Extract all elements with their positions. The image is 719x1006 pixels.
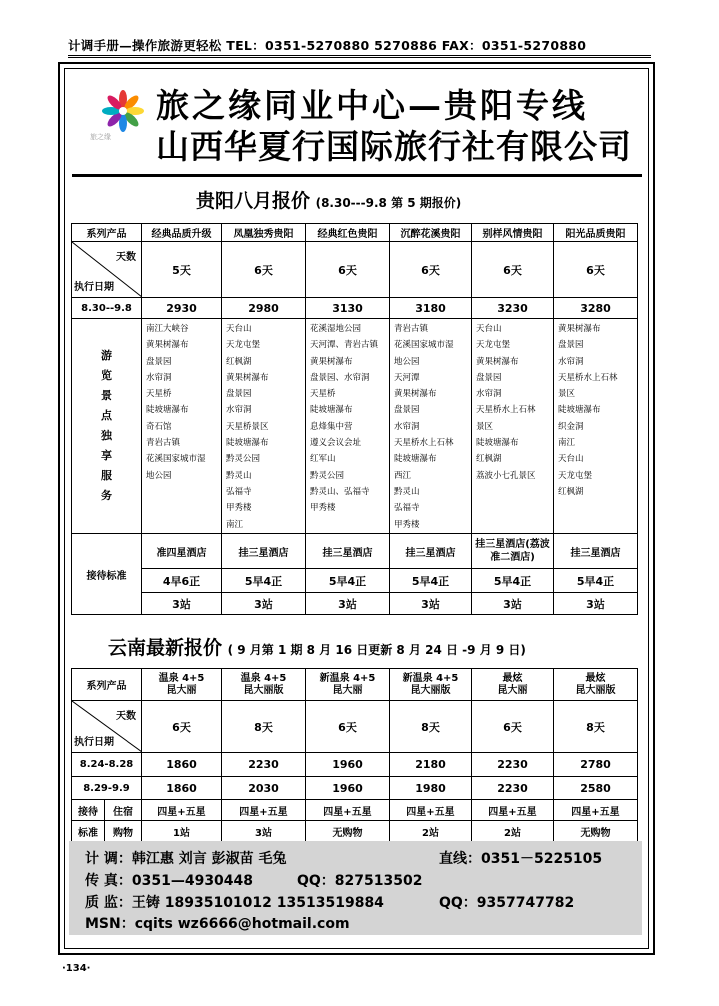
guiyang-subtitle: (8.30---9.8 第 5 期报价) [315,196,462,210]
gy-shops: 3站 [306,593,390,615]
yn-name-line1: 新温泉 4+5 [402,672,459,684]
gy-spot-item: 陡坡塘瀑布 [310,405,353,416]
gy-spot-item: 天星桥水上石林 [558,372,618,383]
yn-date: 8.24-8.28 [72,753,142,777]
gy-spot-item: 荔波小七孔景区 [476,470,536,481]
gy-shops: 3站 [472,593,554,615]
yn-label-standard-2: 标准 [72,821,105,842]
gy-spot-item: 弘福寺 [394,503,420,514]
yn-date: 8.29-9.9 [72,777,142,800]
yn-name-line2: 昆大丽 [166,684,197,696]
yn-hotel: 四星+五星 [390,800,472,821]
yn-price: 1980 [390,777,472,800]
yn-price: 1960 [306,753,390,777]
gy-date: 8.30--9.8 [72,298,142,319]
yn-label-standard-1: 接待 [72,800,105,821]
gy-price: 3280 [554,298,638,319]
guiyang-section-title [196,186,461,213]
yn-shop: 无购物 [306,821,390,842]
gy-days: 6天 [222,242,306,298]
guiyang-days-row [72,242,638,298]
yunnan-days-row [72,701,638,753]
header-title-line2: 山西华夏行国际旅行社有限公司 [156,127,632,166]
qq-line-2: QQ：9357747782 [439,895,575,911]
gy-spots-cell [472,319,554,534]
gy-spot-item: 南江 [558,438,576,449]
yn-shop: 2站 [390,821,472,842]
guiyang-price-row [72,298,638,319]
gy-spot-item: 黔灵山 [226,470,252,481]
gy-spot-item: 盘景园 [394,405,420,416]
yn-name-line2: 昆大丽版 [575,684,616,696]
gy-spot-item: 陡坡塘瀑布 [226,438,269,449]
gy-spot-item: 天河潭 [394,372,420,383]
gy-meals: 4早6正 [142,569,222,593]
yn-price: 1960 [306,777,390,800]
yn-price: 1860 [142,753,222,777]
gy-hotel: 挂三星酒店 [306,534,390,569]
gy-spot-item: 陡坡塘瀑布 [476,438,519,449]
yn-name-line1: 温泉 4+5 [158,672,205,684]
gy-shops: 3站 [142,593,222,615]
gy-days: 6天 [390,242,472,298]
yn-price: 2230 [472,777,554,800]
yn-shop: 无购物 [554,821,638,842]
yn-hotel: 四星+五星 [142,800,222,821]
yn-name-line2: 昆大丽版 [410,684,451,696]
gy-meals: 5早4正 [554,569,638,593]
qq-line-1: QQ：827513502 [297,873,423,889]
gy-meals: 5早4正 [222,569,306,593]
gy-spot-item: 红军山 [310,454,336,465]
gy-spot-item: 地公园 [146,470,172,481]
gy-spot-item: 黔灵山 [394,486,420,497]
yunnan-price-table [71,668,638,842]
yn-days: 6天 [142,701,222,753]
fax-line: 传 真：0351—4930448 [85,873,254,889]
gy-shops: 3站 [222,593,306,615]
gy-spot-item: 南江 [226,519,244,530]
header-title-line1: 旅之缘同业中心—贵阳专线 [156,86,588,125]
gy-spot-item: 黄果树瀑布 [476,356,519,367]
gy-days: 6天 [306,242,390,298]
yn-label-shop: 购物 [105,821,142,842]
gy-spot-item: 盘景园 [226,389,252,400]
gy-spot-item: 黄果树瀑布 [310,356,353,367]
gy-spot-item: 天台山 [476,324,502,334]
gy-spot-item: 花溪国家城市湿 [394,340,454,351]
yunnan-price-row-2 [72,777,638,800]
yn-days: 8天 [390,701,472,753]
logo-caption: 旅之缘 [90,133,111,141]
guiyang-title: 贵阳八月报价 [196,190,311,212]
yn-days-date-header-cell [72,701,142,753]
label-days: 天数 [116,252,136,263]
gy-spot-item: 青岩古镇 [146,438,181,449]
gy-spot-item: 盘景园、水帘洞 [310,372,370,383]
gy-spot-item: 天龙屯堡 [558,470,593,481]
gy-spot-item: 天河潭、青岩古镇 [310,340,379,351]
gy-meals: 5早4正 [306,569,390,593]
yn-days: 8天 [554,701,638,753]
gy-days: 5天 [142,242,222,298]
page-number: ·134· [62,963,91,974]
yunnan-price-row-1 [72,753,638,777]
label-spots-cell [72,319,142,534]
gy-spot-item: 弘福寺 [226,486,252,497]
guiyang-meals-row [72,569,638,593]
gy-spot-item: 花溪湿地公园 [310,324,362,334]
yn-name-line2: 昆大丽版 [243,684,284,696]
yn-label-days: 天数 [116,711,136,722]
gy-spot-item: 天星桥 [146,389,172,400]
yn-name-line2: 昆大丽 [332,684,363,696]
gy-spot-item: 天龙屯堡 [476,340,511,351]
gy-spot-item: 陡坡塘瀑布 [558,405,601,416]
yunnan-subtitle: ( 9 月第 1 期 8 月 16 日更新 8 月 24 日 -9 月 9 日) [227,643,526,657]
label-spots: 游览景点独享服务 [101,349,112,502]
yn-shop: 2站 [472,821,554,842]
yn-name-line1: 新温泉 4+5 [319,672,376,684]
gy-spot-item: 天星桥 [310,389,336,400]
days-date-header-cell [72,242,142,298]
yunnan-section-title [108,633,526,660]
gy-spot-item: 红枫湖 [558,486,584,497]
gy-shops: 3站 [390,593,472,615]
gy-spot-item: 盘景园 [558,340,584,351]
yunnan-product-row [72,669,638,701]
yn-product-name [390,669,472,701]
gy-spot-item: 天台山 [226,324,252,334]
gy-spots-cell [142,319,222,534]
gy-spots-cell [222,319,306,534]
yn-shop: 1站 [142,821,222,842]
yn-price: 2230 [222,753,306,777]
yunnan-hotel-row [72,800,638,821]
yn-hotel: 四星+五星 [306,800,390,821]
top-banner: 计调手册—操作旅游更轻松 TEL：0351-5270880 5270886 FAX：0351-5270880 [68,36,651,58]
gy-product-name: 经典品质升级 [142,224,222,242]
gy-spot-item: 黄果树瀑布 [558,324,601,334]
guiyang-hotel-row [72,534,638,569]
gy-product-name: 凤凰独秀贵阳 [222,224,306,242]
gy-product-name: 经典红色贵阳 [306,224,390,242]
gy-price: 3180 [390,298,472,319]
yn-price: 2580 [554,777,638,800]
yn-price: 2780 [554,753,638,777]
yn-name-line1: 最炫 [502,672,523,684]
gy-spot-item: 息烽集中营 [310,421,353,432]
gy-spot-item: 水帘洞 [476,389,502,400]
gy-spot-item: 水帘洞 [558,356,584,367]
gy-spots-cell [554,319,638,534]
yn-product-name [142,669,222,701]
yn-days: 8天 [222,701,306,753]
gy-hotel: 挂三星酒店 [390,534,472,569]
gy-spot-item: 黔灵山、弘福寺 [310,486,370,497]
gy-spot-item: 红枫湖 [226,356,252,367]
yn-days: 6天 [472,701,554,753]
gy-spot-item: 天星桥景区 [226,421,269,432]
gy-spot-item: 陡坡塘瀑布 [394,454,437,465]
gy-spot-item: 甲秀楼 [310,503,336,514]
gy-hotel: 准四星酒店 [142,534,222,569]
yn-hotel: 四星+五星 [222,800,306,821]
gy-spots-cell [306,319,390,534]
yn-label-date: 执行日期 [74,737,114,748]
yn-days: 6天 [306,701,390,753]
yn-price: 2030 [222,777,306,800]
yn-product-name [222,669,306,701]
gy-spot-item: 天龙屯堡 [226,340,261,351]
gy-spot-item: 陡坡塘瀑布 [146,405,189,416]
label-date: 执行日期 [74,282,114,293]
gy-spot-item: 地公园 [394,356,420,367]
gy-spot-item: 南江大峡谷 [146,324,189,334]
yn-hotel: 四星+五星 [554,800,638,821]
gy-shops: 3站 [554,593,638,615]
gy-price: 3130 [306,298,390,319]
yn-name-line1: 温泉 4+5 [240,672,287,684]
gy-spot-item: 西江 [394,470,412,481]
gy-spot-item: 黄果树瀑布 [226,372,269,383]
gy-days: 6天 [472,242,554,298]
gy-price: 2980 [222,298,306,319]
gy-hotel: 挂三星酒店 [222,534,306,569]
gy-spot-item: 甲秀楼 [394,519,420,530]
gy-spot-item: 红枫湖 [476,454,502,465]
gy-spot-item: 天星桥水上石林 [476,405,536,416]
supervisor-line: 质 监：王铸 18935101012 13513519884 [85,895,384,911]
gy-spot-item: 水帘洞 [226,405,252,416]
yn-price: 1860 [142,777,222,800]
yn-product-name [472,669,554,701]
direct-line: 直线：0351－5225105 [439,851,603,867]
gy-spot-item: 奇石馆 [146,421,172,432]
yn-shop: 3站 [222,821,306,842]
gy-spot-item: 景区 [476,421,494,432]
guiyang-product-row [72,224,638,242]
gy-spot-item: 天星桥水上石林 [394,438,454,449]
guiyang-spots-row [72,319,638,534]
yunnan-shop-row [72,821,638,842]
yn-product-name [306,669,390,701]
gy-spot-item: 青岩古镇 [394,324,429,334]
yn-label-product: 系列产品 [72,669,142,701]
gy-price: 3230 [472,298,554,319]
yn-label-hotel: 住宿 [105,800,142,821]
yn-price: 2180 [390,753,472,777]
gy-product-name: 别样风情贵阳 [472,224,554,242]
gy-spots-cell [390,319,472,534]
guiyang-shops-row [72,593,638,615]
yn-hotel: 四星+五星 [472,800,554,821]
gy-spot-item: 黔灵公园 [226,454,261,465]
gy-spot-item: 盘景园 [476,372,502,383]
gy-spot-item: 盘景园 [146,356,172,367]
gy-spot-item: 景区 [558,389,576,400]
gy-spot-item: 花溪国家城市湿 [146,454,206,465]
gy-spot-item: 黔灵公园 [310,470,345,481]
gy-meals: 5早4正 [472,569,554,593]
gy-spot-item: 织金洞 [558,421,584,432]
planner-line: 计 调：韩江惠 刘言 彭淑苗 毛兔 [85,851,287,867]
yunnan-title: 云南最新报价 [108,637,223,659]
yn-name-line1: 最炫 [585,672,606,684]
msn-line: MSN：cqits wz6666@hotmail.com [85,916,350,932]
gy-spot-item: 天台山 [558,454,584,465]
gy-spot-item: 甲秀楼 [226,503,252,514]
contact-block [69,841,642,935]
yn-name-line2: 昆大丽 [497,684,528,696]
label-product: 系列产品 [72,224,142,242]
gy-days: 6天 [554,242,638,298]
gy-product-name: 沉醉花溪贵阳 [390,224,472,242]
gy-hotel: 挂三星酒店 [554,534,638,569]
label-standard: 接待标准 [72,534,142,615]
gy-spot-item: 水帘洞 [146,372,172,383]
gy-price: 2930 [142,298,222,319]
gy-spot-item: 水帘洞 [394,421,420,432]
yn-price: 2230 [472,753,554,777]
gy-product-name: 阳光品质贵阳 [554,224,638,242]
gy-spot-item: 黄果树瀑布 [394,389,437,400]
guiyang-price-table [71,223,638,615]
gy-spot-item: 黄果树瀑布 [146,340,189,351]
gy-meals: 5早4正 [390,569,472,593]
yn-product-name [554,669,638,701]
gy-spot-item: 遵义会议会址 [310,438,362,449]
gy-hotel: 挂三星酒店(荔波准二酒店) [472,534,554,569]
